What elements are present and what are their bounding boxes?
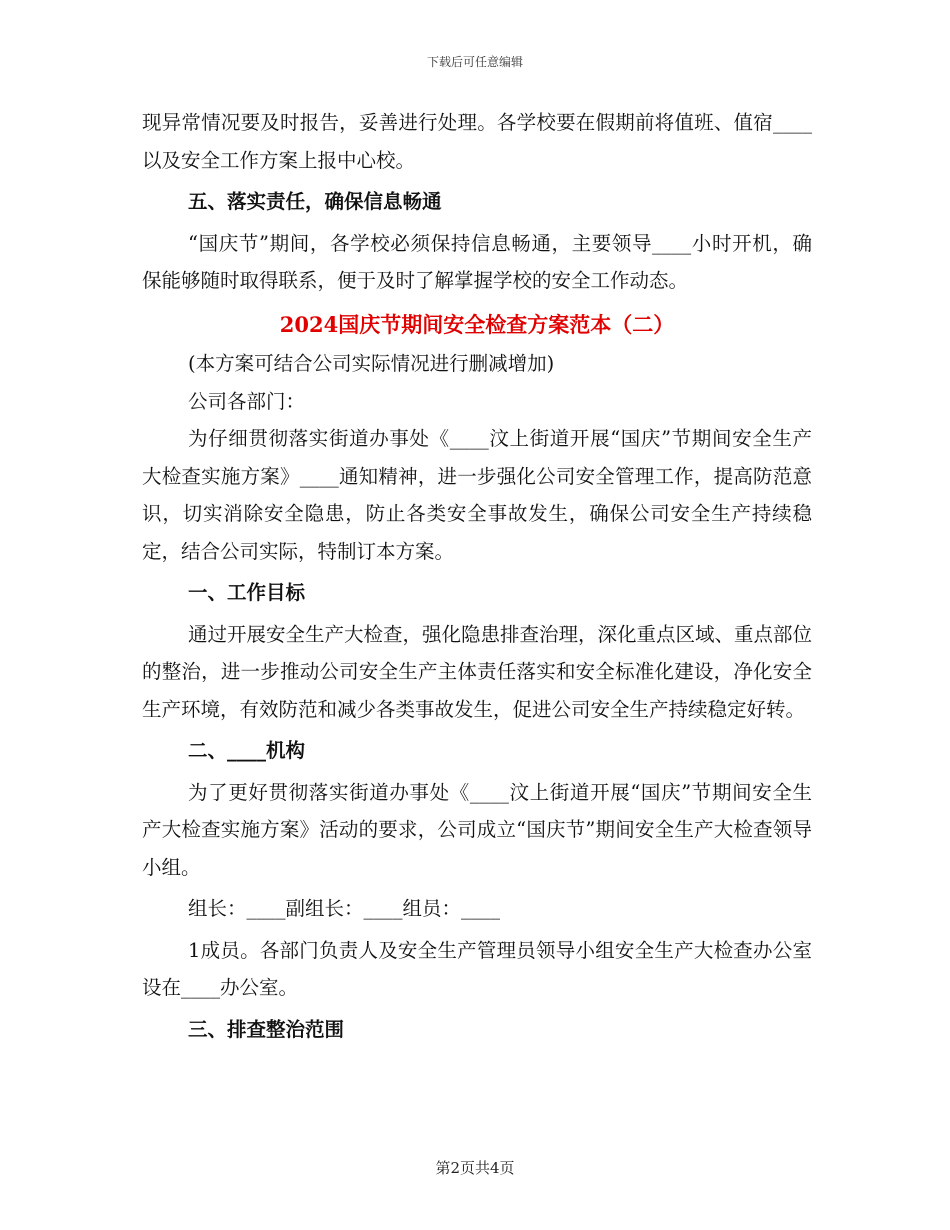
page-footer: 第2页共4页 [435,1159,515,1177]
section-heading-5: 五、落实责任，确保信息畅通 [188,190,442,213]
paragraph-intro-end: 现异常情况要及时报告，妥善进行处理。各学校要在假期前将值班、值宿____以及安全工作方案上报中心校。 [142,111,812,172]
paragraph-members: 组长：____副组长：____组员：____ [188,897,501,920]
paragraph-section5: “国庆节”期间，各学校必须保持信息畅通，主要领导____小时开机，确保能够随时取得联系，便于及时了解掌握学校的安全工作动态。 [142,231,812,292]
paragraph-goal: 通过开展安全生产大检查，强化隐患排查治理，深化重点区域、重点部位的整治，进一步推动公司安全生产主体责任落实和安全标准化建设，净化安全生产环境，有效防范和减少各类事故发生，促进公司安全生产持续稳定好转。 [142,622,813,721]
paragraph-purpose: 为仔细贯彻落实街道办事处《____汶上街道开展“国庆”节期间安全生产大检查实施方案》____通知精神，进一步强化公司安全管理工作，提高防范意识，切实消除安全隐患，防止各类安全事故发生，确保公司安全生产持续稳定，结合公司实际，特制订本方案。 [142,427,812,563]
paragraph-org: 为了更好贯彻落实街道办事处《____汶上街道开展“国庆”节期间安全生产大检查实施方案》活动的要求，公司成立“国庆节”期间安全生产大检查领导小组。 [142,780,812,879]
paragraph-note: (本方案可结合公司实际情况进行删减增加) [188,352,555,375]
document-title: 2024国庆节期间安全检查方案范本（二） [279,311,675,337]
section-heading-3: 三、排查整治范围 [188,1017,345,1041]
section-heading-2: 二、____机构 [188,739,306,762]
document-body [142,104,812,1052]
paragraph-salutation: 公司各部门： [188,389,306,413]
section-heading-1: 一、工作目标 [188,581,306,604]
page-header: 下载后可任意编辑 [426,55,523,69]
paragraph-office: 1成员。各部门负责人及安全生产管理员领导小组安全生产大检查办公室设在____办公室。 [142,938,812,999]
